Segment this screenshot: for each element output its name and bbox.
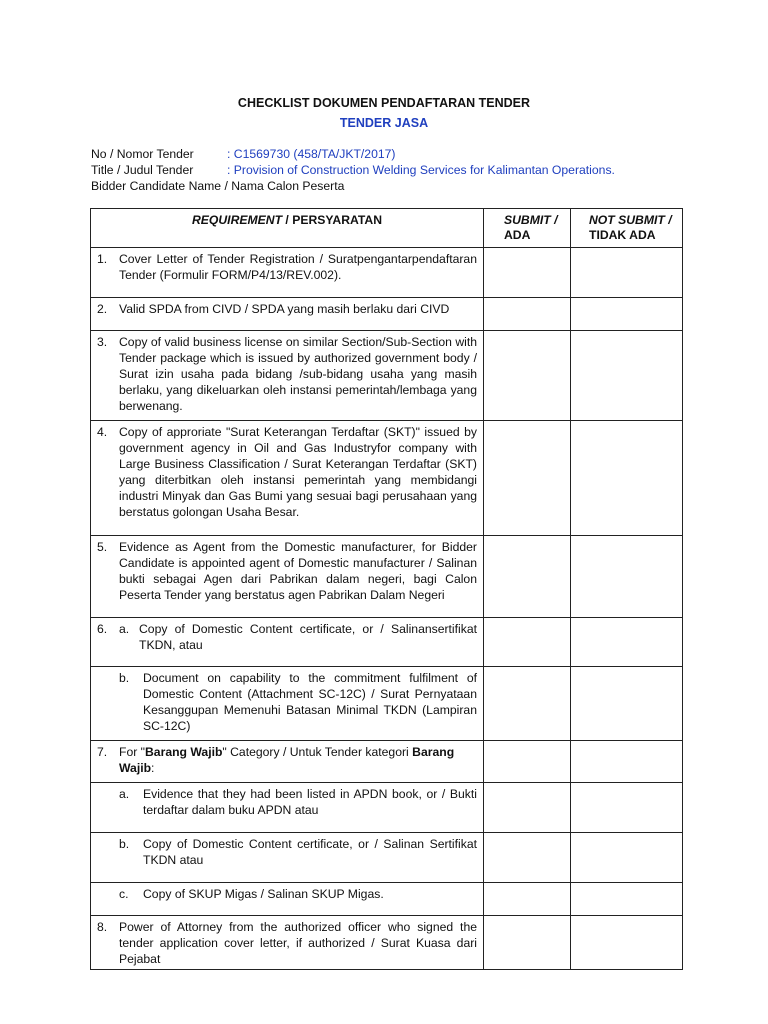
not-submit-checkbox-cell[interactable] bbox=[571, 833, 683, 883]
requirement-cell bbox=[91, 618, 484, 667]
requirement-header-italic: REQUIREMENT bbox=[191, 213, 283, 227]
not-submit-checkbox-cell[interactable] bbox=[571, 618, 683, 667]
table-row bbox=[91, 421, 683, 536]
item-number: 2. bbox=[97, 302, 108, 316]
document-title: CHECKLIST DOKUMEN PENDAFTARAN TENDER bbox=[237, 96, 531, 110]
item-text: Cover Letter of Tender Registration / Suratpengantarpendaftaran Tender (Formulir FORM/P4/13/REV.002). bbox=[119, 252, 477, 282]
requirement-cell bbox=[91, 421, 484, 536]
not-submit-checkbox-cell[interactable] bbox=[571, 298, 683, 331]
sub-item-letter: a. bbox=[119, 622, 130, 636]
item-text: Evidence as Agent from the Domestic manufacturer, for Bidder Candidate is appointed agent of Domestic manufacturer / Salinan bukti sebagai Agen dari Pabrikan dalam negeri, bagi Calon Peserta Tender yang berstatus agen Pabrikan Dalam Negeri bbox=[119, 540, 477, 602]
checklist-table bbox=[90, 208, 683, 970]
item-text: Copy of Domestic Content certificate, or / Salinansertifikat TKDN, atau bbox=[139, 622, 477, 652]
document-subtitle: TENDER JASA bbox=[339, 116, 429, 130]
item-text: Document on capability to the commitment fulfilment of Domestic Content (Attachment SC-12C) / Surat Pernyataan Kesanggupan Memenuhi Batasan Minimal TKDN (Lampiran SC-12C) bbox=[143, 671, 477, 733]
requirement-cell bbox=[91, 298, 484, 331]
item-text: Copy of approriate "Surat Keterangan Terdaftar (SKT)" issued by government agency in Oil and Gas Industryfor company with Large Business Classification / Surat Keterangan Terdaftar (SKT) yang diterbitkan oleh instansi pemerintah yang membidangi industri Minyak dan Gas Bumi yang sesuai bagi perusahaan yang berstatus golongan Usaha Besar. bbox=[119, 425, 477, 519]
table-row bbox=[91, 298, 683, 331]
sub-item-letter: c. bbox=[119, 887, 129, 901]
item-number: 6. bbox=[97, 622, 108, 636]
table-row bbox=[91, 833, 683, 883]
item-text: Copy of SKUP Migas / Salinan SKUP Migas. bbox=[143, 887, 384, 901]
item-number: 8. bbox=[97, 920, 108, 934]
tender-title-label: Title / Judul Tender bbox=[91, 163, 194, 177]
submit-checkbox-cell[interactable] bbox=[484, 916, 571, 970]
item-number: 7. bbox=[97, 745, 108, 759]
not-submit-header-line1: NOT SUBMIT / bbox=[589, 213, 672, 227]
submit-checkbox-cell[interactable] bbox=[484, 536, 571, 618]
item-number: 3. bbox=[97, 335, 108, 349]
table-row bbox=[91, 667, 683, 741]
not-submit-checkbox-cell[interactable] bbox=[571, 916, 683, 970]
table-row bbox=[91, 916, 683, 970]
item-text: Valid SPDA from CIVD / SPDA yang masih berlaku dari CIVD bbox=[119, 302, 450, 316]
not-submit-checkbox-cell[interactable] bbox=[571, 331, 683, 421]
submit-header-line2: ADA bbox=[504, 228, 531, 242]
item-number: 4. bbox=[97, 425, 108, 439]
submit-checkbox-cell[interactable] bbox=[484, 833, 571, 883]
table-row bbox=[91, 248, 683, 298]
not-submit-checkbox-cell[interactable] bbox=[571, 741, 683, 783]
submit-checkbox-cell[interactable] bbox=[484, 883, 571, 916]
submit-checkbox-cell[interactable] bbox=[484, 298, 571, 331]
requirement-header bbox=[91, 209, 484, 248]
not-submit-checkbox-cell[interactable] bbox=[571, 667, 683, 741]
not-submit-checkbox-cell[interactable] bbox=[571, 421, 683, 536]
submit-checkbox-cell[interactable] bbox=[484, 783, 571, 833]
table-header-row bbox=[91, 209, 683, 248]
item-text: Copy of valid business license on similar Section/Sub-Section with Tender package which is issued by authorized government body / Surat izin usaha pada bidang /sub-bidang usaha yang masih berlaku, yang dikeluarkan oleh instansi pemerintah/lembaga yang berwenang. bbox=[119, 335, 477, 413]
not-submit-header bbox=[571, 209, 683, 248]
tender-number-label: No / Nomor Tender bbox=[91, 147, 194, 161]
bidder-label: Bidder Candidate Name / Nama Calon Peserta bbox=[91, 179, 345, 193]
requirement-cell bbox=[91, 741, 484, 783]
not-submit-checkbox-cell[interactable] bbox=[571, 248, 683, 298]
item-number: 5. bbox=[97, 540, 108, 554]
item-text: Copy of Domestic Content certificate, or / Salinan Sertifikat TKDN atau bbox=[143, 837, 477, 867]
requirement-cell bbox=[91, 833, 484, 883]
requirement-cell bbox=[91, 248, 484, 298]
submit-checkbox-cell[interactable] bbox=[484, 618, 571, 667]
item-number: 1. bbox=[97, 252, 108, 266]
item-text: Power of Attorney from the authorized officer who signed the tender application cover letter, if authorized / Surat Kuasa dari Pejabat bbox=[119, 920, 477, 966]
table-row bbox=[91, 331, 683, 421]
item-text-pre: For " bbox=[119, 745, 145, 759]
table-row bbox=[91, 618, 683, 667]
requirement-cell bbox=[91, 916, 484, 970]
tender-title-value: : Provision of Construction Welding Services for Kalimantan Operations. bbox=[227, 163, 615, 177]
requirement-cell bbox=[91, 783, 484, 833]
table-row bbox=[91, 783, 683, 833]
requirement-cell bbox=[91, 331, 484, 421]
item-text-bold: Barang Wajib bbox=[119, 745, 455, 775]
sub-item-letter: b. bbox=[119, 671, 130, 685]
submit-header-line1: SUBMIT / bbox=[504, 213, 558, 227]
sub-item-letter: a. bbox=[119, 787, 130, 801]
item-text: Evidence that they had been listed in APDN book, or / Bukti terdaftar dalam buku APDN atau bbox=[143, 787, 477, 817]
requirement-cell bbox=[91, 667, 484, 741]
not-submit-checkbox-cell[interactable] bbox=[571, 536, 683, 618]
item-text-post: : bbox=[151, 761, 155, 775]
submit-checkbox-cell[interactable] bbox=[484, 331, 571, 421]
not-submit-checkbox-cell[interactable] bbox=[571, 783, 683, 833]
item-text-mid: " Category / Untuk Tender kategori bbox=[222, 745, 413, 759]
not-submit-checkbox-cell[interactable] bbox=[571, 883, 683, 916]
table-row bbox=[91, 536, 683, 618]
submit-checkbox-cell[interactable] bbox=[484, 248, 571, 298]
requirement-header-rest: / PERSYARATAN bbox=[282, 213, 383, 227]
submit-checkbox-cell[interactable] bbox=[484, 667, 571, 741]
requirement-cell bbox=[91, 883, 484, 916]
submit-checkbox-cell[interactable] bbox=[484, 741, 571, 783]
submit-header bbox=[484, 209, 571, 248]
sub-item-letter: b. bbox=[119, 837, 130, 851]
not-submit-header-line2: TIDAK ADA bbox=[589, 228, 656, 242]
requirement-cell bbox=[91, 536, 484, 618]
table-row bbox=[91, 741, 683, 783]
table-row bbox=[91, 883, 683, 916]
item-text-bold: Barang Wajib bbox=[145, 745, 223, 759]
submit-checkbox-cell[interactable] bbox=[484, 421, 571, 536]
tender-number-value: : C1569730 (458/TA/JKT/2017) bbox=[227, 147, 396, 161]
